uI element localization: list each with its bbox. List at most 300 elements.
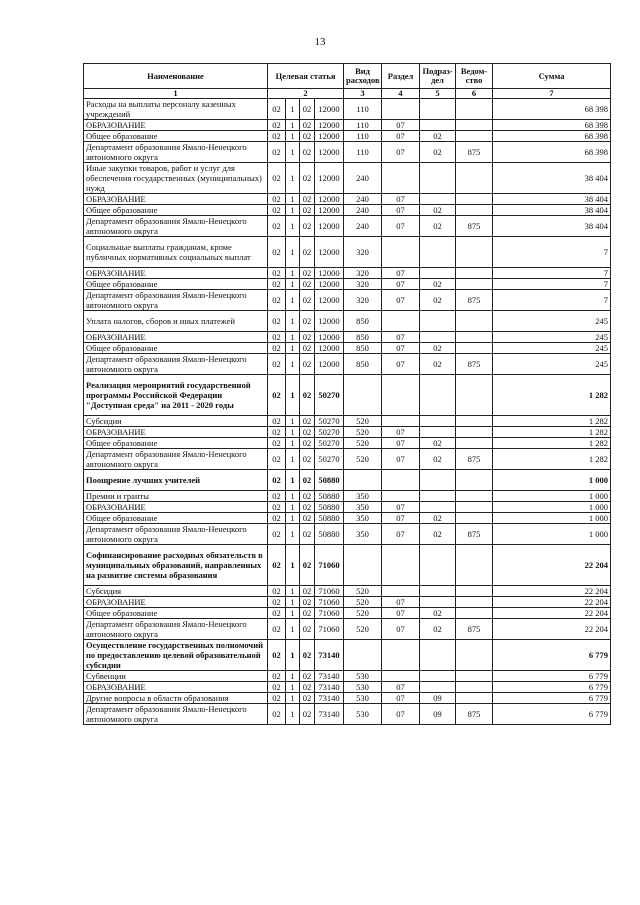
target-part-3: 02 xyxy=(300,491,315,502)
expense-type-code: 350 xyxy=(344,491,382,502)
row-name: Общее образование xyxy=(84,608,268,619)
target-part-1: 02 xyxy=(268,586,286,597)
expense-type-code: 320 xyxy=(344,237,382,268)
table-row xyxy=(84,237,611,268)
expense-type-code: 520 xyxy=(344,438,382,449)
amount-value: 1 282 xyxy=(493,449,611,470)
subsection-code xyxy=(420,640,456,671)
expense-type-code: 520 xyxy=(344,608,382,619)
target-part-3: 02 xyxy=(300,216,315,237)
amount-value: 38 404 xyxy=(493,194,611,205)
expense-type-code: 530 xyxy=(344,682,382,693)
section-code: 07 xyxy=(382,290,420,311)
column-number: 7 xyxy=(493,89,611,99)
target-part-3: 02 xyxy=(300,513,315,524)
amount-value: 38 404 xyxy=(493,216,611,237)
amount-value: 22 204 xyxy=(493,619,611,640)
target-part-1: 02 xyxy=(268,671,286,682)
expense-type-code: 240 xyxy=(344,194,382,205)
department-code xyxy=(456,205,493,216)
column-number: 3 xyxy=(344,89,382,99)
table-row xyxy=(84,470,611,491)
target-part-2: 1 xyxy=(286,704,300,725)
amount-value: 68 398 xyxy=(493,99,611,120)
expense-type-code: 530 xyxy=(344,671,382,682)
section-code: 07 xyxy=(382,279,420,290)
target-code: 12000 xyxy=(315,99,344,120)
table-row xyxy=(84,682,611,693)
target-part-2: 1 xyxy=(286,416,300,427)
expense-type-code: 320 xyxy=(344,268,382,279)
target-part-1: 02 xyxy=(268,142,286,163)
target-code: 12000 xyxy=(315,354,344,375)
table-row xyxy=(84,142,611,163)
section-code xyxy=(382,640,420,671)
target-part-3: 02 xyxy=(300,682,315,693)
target-part-1: 02 xyxy=(268,427,286,438)
subsection-code xyxy=(420,597,456,608)
table-row xyxy=(84,343,611,354)
subsection-code: 02 xyxy=(420,524,456,545)
amount-value: 6 779 xyxy=(493,704,611,725)
target-part-1: 02 xyxy=(268,502,286,513)
target-part-2: 1 xyxy=(286,354,300,375)
header-row xyxy=(84,64,611,89)
target-part-2: 1 xyxy=(286,586,300,597)
target-part-1: 02 xyxy=(268,470,286,491)
section-code: 07 xyxy=(382,693,420,704)
amount-value: 6 779 xyxy=(493,682,611,693)
header-amount: Сумма xyxy=(493,64,611,89)
department-code xyxy=(456,332,493,343)
target-part-3: 02 xyxy=(300,120,315,131)
subsection-code xyxy=(420,545,456,586)
row-name: Департамент образования Ямало-Ненецкого автономного округа xyxy=(84,216,268,237)
target-part-3: 02 xyxy=(300,693,315,704)
target-part-2: 1 xyxy=(286,502,300,513)
expense-type-code: 850 xyxy=(344,354,382,375)
target-part-2: 1 xyxy=(286,311,300,332)
amount-value: 68 398 xyxy=(493,142,611,163)
amount-value: 1 000 xyxy=(493,470,611,491)
subsection-code xyxy=(420,682,456,693)
department-code xyxy=(456,513,493,524)
amount-value: 1 000 xyxy=(493,524,611,545)
target-part-1: 02 xyxy=(268,608,286,619)
table-row xyxy=(84,375,611,416)
budget-table xyxy=(83,63,611,725)
target-code: 73140 xyxy=(315,693,344,704)
table-row xyxy=(84,205,611,216)
target-part-2: 1 xyxy=(286,279,300,290)
department-code xyxy=(456,427,493,438)
expense-type-code xyxy=(344,375,382,416)
amount-value: 1 282 xyxy=(493,375,611,416)
target-part-3: 02 xyxy=(300,416,315,427)
table-row xyxy=(84,120,611,131)
subsection-code xyxy=(420,268,456,279)
amount-value: 7 xyxy=(493,237,611,268)
target-part-1: 02 xyxy=(268,438,286,449)
target-part-1: 02 xyxy=(268,449,286,470)
target-part-3: 02 xyxy=(300,427,315,438)
subsection-code: 02 xyxy=(420,513,456,524)
section-code: 07 xyxy=(382,427,420,438)
target-part-3: 02 xyxy=(300,131,315,142)
section-code: 07 xyxy=(382,268,420,279)
target-code: 50880 xyxy=(315,524,344,545)
header-subsection: Подраз-дел xyxy=(420,64,456,89)
subsection-code xyxy=(420,194,456,205)
department-code xyxy=(456,682,493,693)
expense-type-code: 350 xyxy=(344,524,382,545)
target-part-3: 02 xyxy=(300,524,315,545)
subsection-code: 02 xyxy=(420,619,456,640)
target-part-1: 02 xyxy=(268,120,286,131)
target-part-1: 02 xyxy=(268,216,286,237)
table-row xyxy=(84,311,611,332)
department-code xyxy=(456,597,493,608)
department-code xyxy=(456,343,493,354)
department-code xyxy=(456,194,493,205)
target-code: 50880 xyxy=(315,513,344,524)
row-name: Департамент образования Ямало-Ненецкого автономного округа xyxy=(84,704,268,725)
target-code: 71060 xyxy=(315,545,344,586)
table-row xyxy=(84,619,611,640)
row-name: ОБРАЗОВАНИЕ xyxy=(84,194,268,205)
table-row xyxy=(84,354,611,375)
column-number: 4 xyxy=(382,89,420,99)
amount-value: 1 000 xyxy=(493,491,611,502)
table-row xyxy=(84,268,611,279)
department-code xyxy=(456,438,493,449)
amount-value: 1 282 xyxy=(493,416,611,427)
section-code: 07 xyxy=(382,120,420,131)
expense-type-code: 530 xyxy=(344,693,382,704)
table-row xyxy=(84,332,611,343)
target-part-3: 02 xyxy=(300,449,315,470)
target-code: 12000 xyxy=(315,343,344,354)
department-code xyxy=(456,586,493,597)
target-code: 12000 xyxy=(315,131,344,142)
target-part-3: 02 xyxy=(300,375,315,416)
subsection-code xyxy=(420,332,456,343)
section-code xyxy=(382,671,420,682)
target-part-1: 02 xyxy=(268,545,286,586)
subsection-code: 02 xyxy=(420,449,456,470)
target-part-3: 02 xyxy=(300,194,315,205)
section-code: 07 xyxy=(382,608,420,619)
column-number-row xyxy=(84,89,611,99)
table-row xyxy=(84,449,611,470)
expense-type-code xyxy=(344,545,382,586)
target-code: 50880 xyxy=(315,470,344,491)
section-code xyxy=(382,163,420,194)
department-code xyxy=(456,120,493,131)
expense-type-code: 350 xyxy=(344,513,382,524)
target-part-3: 02 xyxy=(300,354,315,375)
row-name: Департамент образования Ямало-Ненецкого автономного округа xyxy=(84,290,268,311)
department-code xyxy=(456,163,493,194)
target-part-2: 1 xyxy=(286,640,300,671)
amount-value: 1 000 xyxy=(493,513,611,524)
amount-value: 1 282 xyxy=(493,438,611,449)
amount-value: 68 398 xyxy=(493,131,611,142)
row-name: Другие вопросы в области образования xyxy=(84,693,268,704)
column-number: 2 xyxy=(268,89,344,99)
target-part-1: 02 xyxy=(268,375,286,416)
target-part-1: 02 xyxy=(268,343,286,354)
amount-value: 38 404 xyxy=(493,205,611,216)
target-part-2: 1 xyxy=(286,491,300,502)
expense-type-code: 240 xyxy=(344,205,382,216)
target-part-3: 02 xyxy=(300,640,315,671)
target-part-2: 1 xyxy=(286,427,300,438)
amount-value: 245 xyxy=(493,343,611,354)
expense-type-code: 320 xyxy=(344,279,382,290)
target-part-1: 02 xyxy=(268,597,286,608)
target-part-1: 02 xyxy=(268,416,286,427)
target-part-1: 02 xyxy=(268,640,286,671)
section-code xyxy=(382,311,420,332)
section-code xyxy=(382,545,420,586)
target-code: 71060 xyxy=(315,586,344,597)
row-name: Иные закупки товаров, работ и услуг для обеспечения государственных (муниципальных) нужд xyxy=(84,163,268,194)
row-name: Департамент образования Ямало-Ненецкого автономного округа xyxy=(84,449,268,470)
target-part-3: 02 xyxy=(300,279,315,290)
expense-type-code: 350 xyxy=(344,502,382,513)
subsection-code: 02 xyxy=(420,438,456,449)
row-name: Департамент образования Ямало-Ненецкого автономного округа xyxy=(84,619,268,640)
target-code: 12000 xyxy=(315,311,344,332)
section-code: 07 xyxy=(382,704,420,725)
section-code: 07 xyxy=(382,524,420,545)
table-row xyxy=(84,704,611,725)
subsection-code xyxy=(420,237,456,268)
subsection-code: 02 xyxy=(420,216,456,237)
target-code: 12000 xyxy=(315,279,344,290)
target-code: 12000 xyxy=(315,142,344,163)
target-part-3: 02 xyxy=(300,438,315,449)
department-code xyxy=(456,671,493,682)
target-part-1: 02 xyxy=(268,354,286,375)
section-code: 07 xyxy=(382,343,420,354)
section-code: 07 xyxy=(382,194,420,205)
target-part-2: 1 xyxy=(286,205,300,216)
target-part-2: 1 xyxy=(286,163,300,194)
section-code: 07 xyxy=(382,216,420,237)
target-part-3: 02 xyxy=(300,237,315,268)
section-code: 07 xyxy=(382,142,420,163)
row-name: Реализация мероприятий государственной программы Российской Федерации "Доступная среда" на 2011 - 2020 годы xyxy=(84,375,268,416)
row-name: Софинансирование расходных обязательств в муниципальных образований, направленных на развитие системы образования xyxy=(84,545,268,586)
expense-type-code: 850 xyxy=(344,343,382,354)
section-code: 07 xyxy=(382,513,420,524)
subsection-code xyxy=(420,163,456,194)
table-row xyxy=(84,513,611,524)
row-name: Субвенции xyxy=(84,671,268,682)
header-department: Ведом-ство xyxy=(456,64,493,89)
table-body xyxy=(84,99,611,725)
target-part-1: 02 xyxy=(268,513,286,524)
section-code xyxy=(382,470,420,491)
subsection-code xyxy=(420,416,456,427)
target-code: 71060 xyxy=(315,597,344,608)
target-part-3: 02 xyxy=(300,586,315,597)
section-code: 07 xyxy=(382,131,420,142)
target-part-3: 02 xyxy=(300,704,315,725)
expense-type-code: 520 xyxy=(344,586,382,597)
target-part-3: 02 xyxy=(300,343,315,354)
table-row xyxy=(84,597,611,608)
section-code: 07 xyxy=(382,354,420,375)
target-part-2: 1 xyxy=(286,343,300,354)
target-code: 50880 xyxy=(315,491,344,502)
subsection-code xyxy=(420,491,456,502)
table-row xyxy=(84,640,611,671)
target-part-2: 1 xyxy=(286,99,300,120)
department-code xyxy=(456,693,493,704)
target-code: 12000 xyxy=(315,290,344,311)
target-code: 12000 xyxy=(315,216,344,237)
header-target-article: Целевая статья xyxy=(268,64,344,89)
column-number: 1 xyxy=(84,89,268,99)
target-part-3: 02 xyxy=(300,502,315,513)
target-code: 12000 xyxy=(315,194,344,205)
target-part-1: 02 xyxy=(268,268,286,279)
target-code: 71060 xyxy=(315,608,344,619)
target-part-3: 02 xyxy=(300,163,315,194)
table-row xyxy=(84,586,611,597)
section-code: 07 xyxy=(382,449,420,470)
amount-value: 22 204 xyxy=(493,597,611,608)
target-code: 50270 xyxy=(315,449,344,470)
row-name: Общее образование xyxy=(84,205,268,216)
table-row xyxy=(84,279,611,290)
expense-type-code: 520 xyxy=(344,427,382,438)
target-part-1: 02 xyxy=(268,704,286,725)
amount-value: 1 000 xyxy=(493,502,611,513)
expense-type-code: 520 xyxy=(344,449,382,470)
target-part-3: 02 xyxy=(300,608,315,619)
subsection-code xyxy=(420,470,456,491)
row-name: Премии и гранты xyxy=(84,491,268,502)
subsection-code: 02 xyxy=(420,205,456,216)
row-name: Субсидия xyxy=(84,586,268,597)
department-code xyxy=(456,416,493,427)
target-part-2: 1 xyxy=(286,597,300,608)
target-code: 71060 xyxy=(315,619,344,640)
target-part-1: 02 xyxy=(268,290,286,311)
target-part-2: 1 xyxy=(286,513,300,524)
amount-value: 6 779 xyxy=(493,693,611,704)
department-code: 875 xyxy=(456,524,493,545)
subsection-code xyxy=(420,427,456,438)
column-number: 6 xyxy=(456,89,493,99)
target-part-2: 1 xyxy=(286,237,300,268)
department-code xyxy=(456,640,493,671)
row-name: ОБРАЗОВАНИЕ xyxy=(84,120,268,131)
subsection-code xyxy=(420,586,456,597)
amount-value: 7 xyxy=(493,290,611,311)
department-code: 875 xyxy=(456,704,493,725)
row-name: ОБРАЗОВАНИЕ xyxy=(84,682,268,693)
target-code: 12000 xyxy=(315,205,344,216)
expense-type-code: 520 xyxy=(344,597,382,608)
target-part-2: 1 xyxy=(286,194,300,205)
target-part-1: 02 xyxy=(268,491,286,502)
target-part-3: 02 xyxy=(300,332,315,343)
expense-type-code: 240 xyxy=(344,216,382,237)
section-code: 07 xyxy=(382,205,420,216)
target-part-2: 1 xyxy=(286,131,300,142)
target-part-2: 1 xyxy=(286,332,300,343)
row-name: Общее образование xyxy=(84,438,268,449)
section-code: 07 xyxy=(382,597,420,608)
target-part-2: 1 xyxy=(286,290,300,311)
subsection-code: 02 xyxy=(420,608,456,619)
department-code: 875 xyxy=(456,619,493,640)
target-part-2: 1 xyxy=(286,693,300,704)
target-part-2: 1 xyxy=(286,682,300,693)
subsection-code xyxy=(420,502,456,513)
target-part-3: 02 xyxy=(300,597,315,608)
department-code xyxy=(456,491,493,502)
target-part-1: 02 xyxy=(268,279,286,290)
section-code: 07 xyxy=(382,332,420,343)
target-part-2: 1 xyxy=(286,671,300,682)
target-part-2: 1 xyxy=(286,120,300,131)
target-code: 12000 xyxy=(315,120,344,131)
expense-type-code xyxy=(344,470,382,491)
target-part-1: 02 xyxy=(268,311,286,332)
target-part-2: 1 xyxy=(286,608,300,619)
table-row xyxy=(84,502,611,513)
amount-value: 38 404 xyxy=(493,163,611,194)
target-part-3: 02 xyxy=(300,268,315,279)
expense-type-code: 110 xyxy=(344,99,382,120)
row-name: Департамент образования Ямало-Ненецкого автономного округа xyxy=(84,142,268,163)
expense-type-code: 530 xyxy=(344,704,382,725)
target-part-2: 1 xyxy=(286,470,300,491)
table-row xyxy=(84,524,611,545)
department-code xyxy=(456,502,493,513)
department-code: 875 xyxy=(456,354,493,375)
target-code: 50270 xyxy=(315,438,344,449)
department-code xyxy=(456,608,493,619)
department-code: 875 xyxy=(456,449,493,470)
target-part-2: 1 xyxy=(286,438,300,449)
row-name: Поощрение лучших учителей xyxy=(84,470,268,491)
page-number: 13 xyxy=(314,36,326,48)
target-code: 50880 xyxy=(315,502,344,513)
table-row xyxy=(84,416,611,427)
target-part-3: 02 xyxy=(300,290,315,311)
target-code: 73140 xyxy=(315,682,344,693)
table-row xyxy=(84,131,611,142)
amount-value: 245 xyxy=(493,311,611,332)
table-row xyxy=(84,491,611,502)
section-code: 07 xyxy=(382,619,420,640)
expense-type-code: 240 xyxy=(344,163,382,194)
target-part-3: 02 xyxy=(300,470,315,491)
table-row xyxy=(84,194,611,205)
section-code xyxy=(382,375,420,416)
target-part-1: 02 xyxy=(268,682,286,693)
row-name: ОБРАЗОВАНИЕ xyxy=(84,268,268,279)
subsection-code: 02 xyxy=(420,354,456,375)
subsection-code xyxy=(420,99,456,120)
